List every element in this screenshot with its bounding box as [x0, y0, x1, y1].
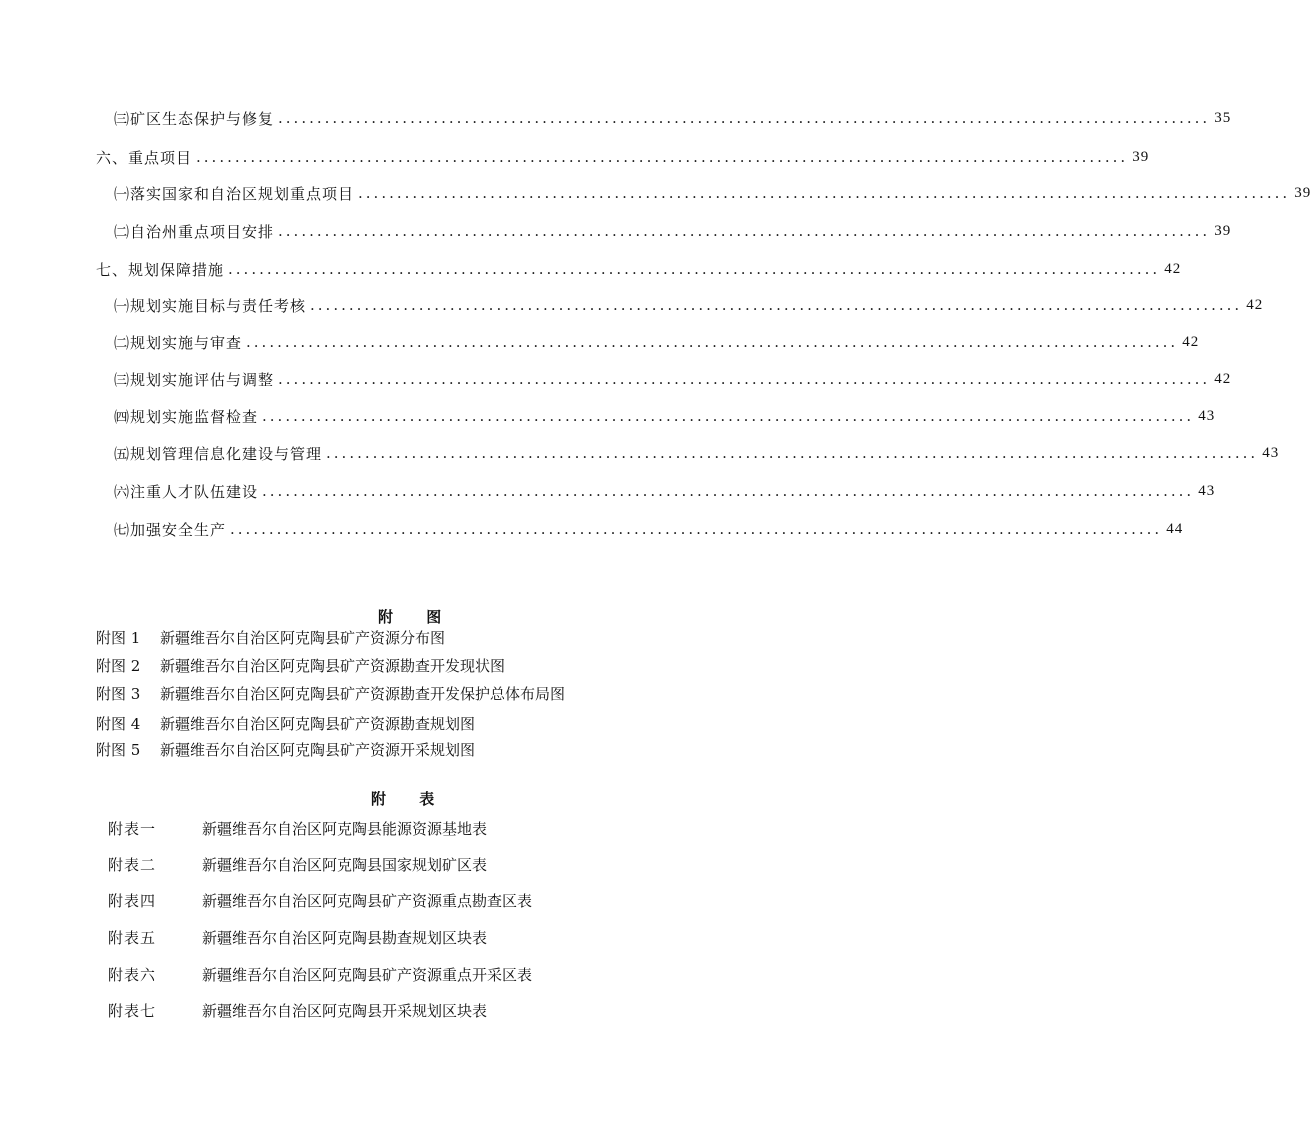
- toc-leader-dots: ........................................................................................................................: [278, 370, 1211, 388]
- toc-leader-dots: ........................................................................................................................: [278, 109, 1211, 127]
- toc-entry-label: ㈦加强安全生产: [114, 520, 227, 539]
- toc-leader-dots: ........................................................................................................................: [278, 222, 1211, 240]
- figure-number: 附图 2: [96, 657, 141, 675]
- toc-leader-dots: ........................................................................................................................: [196, 148, 1129, 166]
- toc-page-number: 42: [1182, 333, 1200, 350]
- figure-number: 附图 4: [96, 715, 141, 733]
- toc-entry-label: ㈥注重人才队伍建设: [114, 482, 259, 501]
- toc-entry[interactable]: [114, 367, 1232, 391]
- toc-entry-label: 六、重点项目: [96, 148, 193, 167]
- toc-page-number: 42: [1214, 370, 1232, 387]
- toc-leader-dots: ........................................................................................................................: [326, 444, 1259, 462]
- toc-entry[interactable]: [114, 441, 1280, 465]
- table-number: 附表一: [108, 820, 157, 838]
- toc-page-number: 44: [1166, 520, 1184, 537]
- figure-number: 附图 1: [96, 629, 141, 647]
- table-title: 新疆维吾尔自治区阿克陶县国家规划矿区表: [202, 856, 488, 874]
- table-number: 附表五: [108, 929, 157, 947]
- table-number: 附表七: [108, 1002, 157, 1020]
- table-entry: [108, 927, 487, 948]
- toc-leader-dots: ........................................................................................................................: [310, 296, 1243, 314]
- toc-leader-dots: ........................................................................................................................: [358, 184, 1291, 202]
- toc-entry-label: ㈣规划实施监督检查: [114, 407, 259, 426]
- toc-entry[interactable]: [114, 479, 1216, 503]
- toc-entry-label: ㈠规划实施目标与责任考核: [114, 296, 307, 315]
- toc-leader-dots: ........................................................................................................................: [230, 520, 1163, 538]
- toc-leader-dots: ........................................................................................................................: [262, 482, 1195, 500]
- toc-entry-label: ㈠落实国家和自治区规划重点项目: [114, 184, 355, 203]
- table-title: 新疆维吾尔自治区阿克陶县矿产资源重点勘查区表: [202, 892, 533, 910]
- figure-entry: [96, 683, 565, 704]
- toc-entry[interactable]: [114, 219, 1232, 243]
- table-number: 附表四: [108, 892, 157, 910]
- figure-title: 新疆维吾尔自治区阿克陶县矿产资源勘查规划图: [160, 715, 476, 733]
- toc-entry[interactable]: [114, 106, 1232, 130]
- toc-page-number: 43: [1198, 407, 1216, 424]
- toc-entry-label: 七、规划保障措施: [96, 260, 225, 279]
- figure-title: 新疆维吾尔自治区阿克陶县矿产资源开采规划图: [160, 741, 476, 759]
- toc-leader-dots: ........................................................................................................................: [228, 260, 1161, 278]
- toc-leader-dots: ........................................................................................................................: [246, 333, 1179, 351]
- toc-page-number: 39: [1132, 148, 1150, 165]
- table-entry: [108, 964, 532, 985]
- table-title: 新疆维吾尔自治区阿克陶县矿产资源重点开采区表: [202, 966, 533, 984]
- figure-entry: [96, 739, 475, 760]
- figure-title: 新疆维吾尔自治区阿克陶县矿产资源分布图: [160, 629, 446, 647]
- table-entry: [108, 854, 487, 875]
- toc-page-number: 42: [1164, 260, 1182, 277]
- figure-title: 新疆维吾尔自治区阿克陶县矿产资源勘查开发保护总体布局图: [160, 685, 566, 703]
- table-title: 新疆维吾尔自治区阿克陶县勘查规划区块表: [202, 929, 488, 947]
- toc-page-number: 43: [1198, 482, 1216, 499]
- table-title: 新疆维吾尔自治区阿克陶县能源资源基地表: [202, 820, 488, 838]
- toc-page-number: 42: [1246, 296, 1264, 313]
- table-entry: [108, 818, 487, 839]
- figure-entry: [96, 713, 475, 734]
- figure-entry: [96, 627, 445, 648]
- figure-number: 附图 3: [96, 685, 141, 703]
- table-number: 附表二: [108, 856, 157, 874]
- toc-entry[interactable]: [114, 181, 1311, 205]
- toc-entry[interactable]: [114, 517, 1184, 541]
- figure-title: 新疆维吾尔自治区阿克陶县矿产资源勘查开发现状图: [160, 657, 506, 675]
- toc-entry[interactable]: [114, 404, 1216, 428]
- toc-entry-label: ㈡规划实施与审查: [114, 333, 243, 352]
- toc-page-number: 43: [1262, 444, 1280, 461]
- figure-entry: [96, 655, 505, 676]
- figure-number: 附图 5: [96, 741, 141, 759]
- toc-page-number: 35: [1214, 109, 1232, 126]
- toc-entry[interactable]: [114, 293, 1264, 317]
- toc-entry[interactable]: [96, 257, 1182, 281]
- toc-entry-label: ㈢矿区生态保护与修复: [114, 109, 275, 128]
- tables-title: 附 表: [371, 790, 449, 808]
- toc-entry[interactable]: [114, 330, 1200, 354]
- table-title: 新疆维吾尔自治区阿克陶县开采规划区块表: [202, 1002, 488, 1020]
- figures-title: 附 图: [378, 608, 456, 626]
- toc-leader-dots: ........................................................................................................................: [262, 407, 1195, 425]
- toc-entry-label: ㈤规划管理信息化建设与管理: [114, 444, 323, 463]
- toc-entry-label: ㈢规划实施评估与调整: [114, 370, 275, 389]
- toc-page-number: 39: [1294, 184, 1311, 201]
- toc-page-number: 39: [1214, 222, 1232, 239]
- toc-entry[interactable]: [96, 145, 1150, 169]
- table-entry: [108, 890, 532, 911]
- toc-entry-label: ㈡自治州重点项目安排: [114, 222, 275, 241]
- table-number: 附表六: [108, 966, 157, 984]
- table-entry: [108, 1000, 487, 1021]
